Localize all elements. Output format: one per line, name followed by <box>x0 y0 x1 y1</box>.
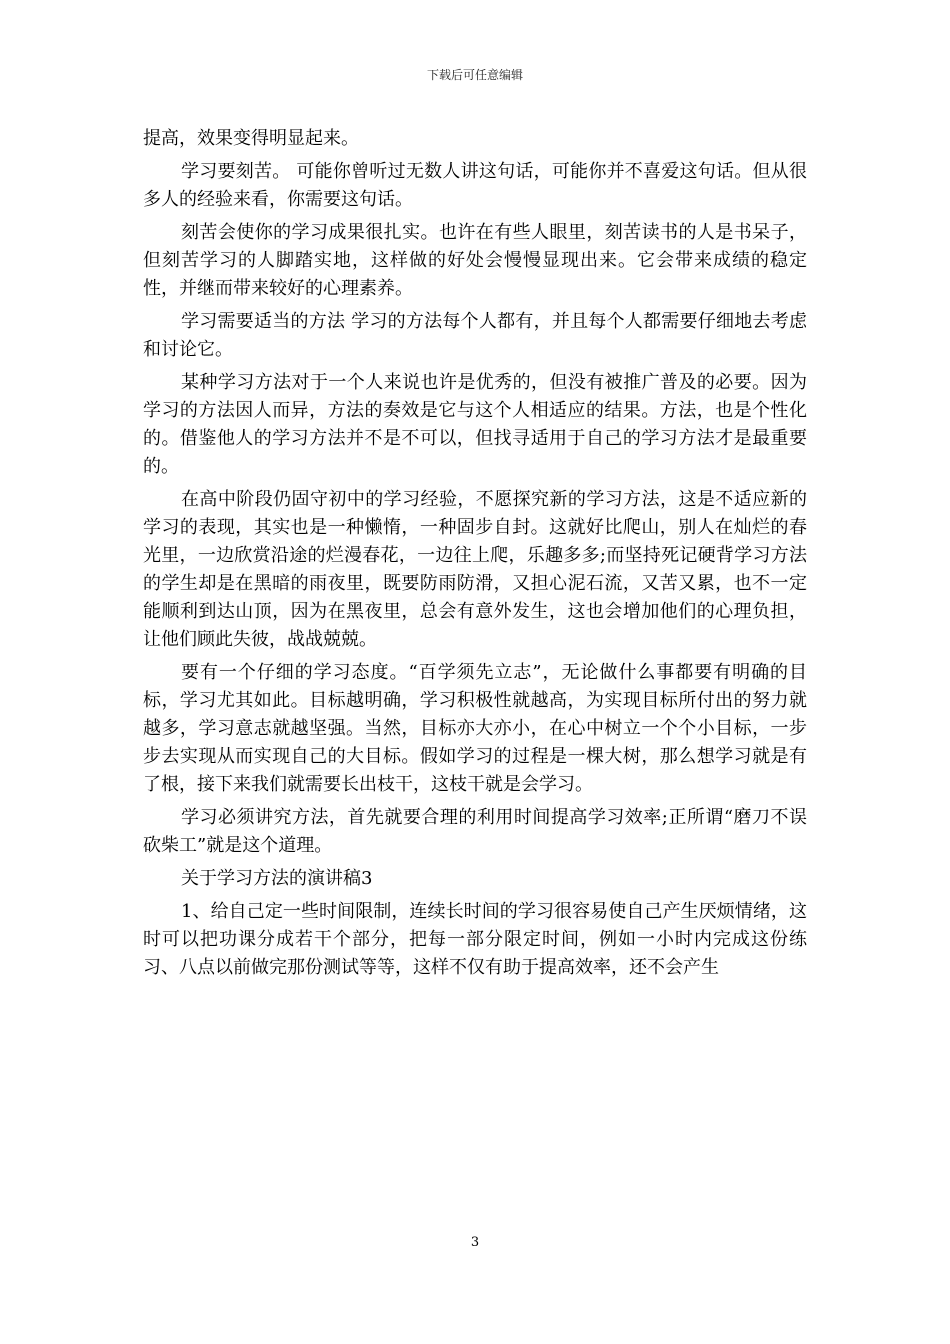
document-body <box>143 125 807 987</box>
paragraph: 某种学习方法对于一个人来说也许是优秀的，但没有被推广普及的必要。因为学习的方法因人而异，方法的奏效是它与这个人相适应的结果。方法，也是个性化的。借鉴他人的学习方法并不是不可以，但找寻适用于自己的学习方法才是最重要的。 <box>143 372 807 477</box>
paragraph: 在高中阶段仍固守初中的学习经验，不愿探究新的学习方法，这是不适应新的学习的表现，其实也是一种懒惰，一种固步自封。这就好比爬山，别人在灿烂的春光里，一边欣赏沿途的烂漫春花，一边往上爬，乐趣多多;而坚持死记硬背学习方法的学生却是在黑暗的雨夜里，既要防雨防滑，又担心泥石流，又苦又累，也不一定能顺利到达山顶，因为在黑夜里，总会有意外发生，这也会增加他们的心理负担，让他们顾此失彼，战战兢兢。 <box>143 489 807 650</box>
paragraph: 学习必须讲究方法，首先就要合理的利用时间提高学习效率;正所谓“磨刀不误砍柴工”就是这个道理。 <box>143 807 807 856</box>
paragraph: 学习需要适当的方法 学习的方法每个人都有，并且每个人都需要仔细地去考虑和讨论它。 <box>143 311 807 360</box>
paragraph: 1、给自己定一些时间限制，连续长时间的学习很容易使自己产生厌烦情绪，这时可以把功课分成若干个部分，把每一部分限定时间，例如一小时内完成这份练习、八点以前做完那份测试等等，这样不仅有助于提高效率，还不会产生 <box>143 901 807 978</box>
page-number: 3 <box>470 1235 480 1250</box>
paragraph: 学习要刻苦。 可能你曾听过无数人讲这句话，可能你并不喜爱这句话。但从很多人的经验来看，你需要这句话。 <box>143 161 807 210</box>
section-heading: 关于学习方法的演讲稿3 <box>181 868 373 889</box>
paragraph: 刻苦会使你的学习成果很扎实。也许在有些人眼里，刻苦读书的人是书呆子，但刻苦学习的人脚踏实地，这样做的好处会慢慢显现出来。它会带来成绩的稳定性，并继而带来较好的心理素养。 <box>143 222 807 299</box>
page-header: 下载后可任意编辑 <box>426 68 523 82</box>
paragraph: 提高，效果变得明显起来。 <box>143 128 359 149</box>
paragraph: 要有一个仔细的学习态度。“百学须先立志”，无论做什么事都要有明确的目标，学习尤其如此。目标越明确，学习积极性就越高，为实现目标所付出的努力就越多，学习意志就越坚强。当然，目标亦大亦小，在心中树立一个个小目标，一步步去实现从而实现自己的大目标。假如学习的过程是一棵大树，那么想学习就是有了根，接下来我们就需要长出枝干，这枝干就是会学习。 <box>143 662 807 795</box>
